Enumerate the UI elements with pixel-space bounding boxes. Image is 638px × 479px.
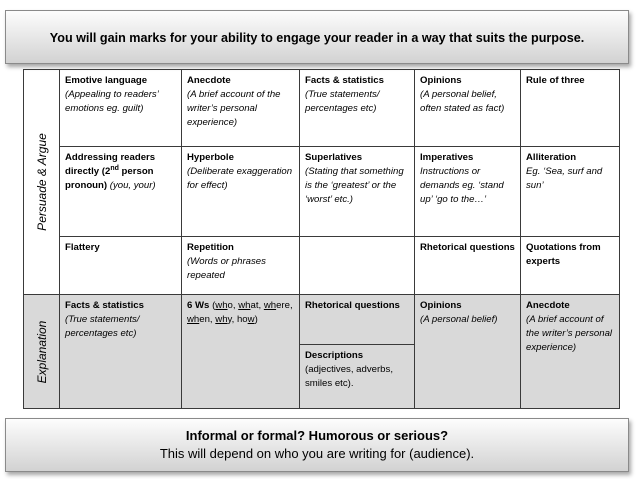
ws-who-underline: wh [215, 300, 228, 311]
ws-why-rest: y, [227, 314, 237, 325]
ws-what-rest: at, [250, 300, 264, 311]
persuade-section-label [24, 70, 60, 295]
cell-desc: (A personal belief, often stated as fact) [420, 89, 505, 114]
persuade-label-text: Persuade & Argue [34, 133, 49, 231]
cell-desc: (True statements/ percentages etc) [305, 89, 380, 114]
cell-title: 6 Ws [187, 300, 210, 311]
bottom-banner-line1: Informal or formal? Humorous or serious? [185, 428, 449, 443]
cell-explain-facts [60, 295, 182, 409]
cell-rule-of-three [521, 70, 620, 147]
cell-title: Rule of three [526, 75, 585, 86]
cell-superlatives [300, 147, 415, 237]
top-banner-text: You will gain marks for your ability to engage your reader in a way that suits the purpose. [49, 31, 585, 45]
cell-explain-descriptions [300, 345, 415, 409]
cell-desc: (A brief account of the writer’s personal experience) [187, 89, 281, 128]
cell-desc: (Deliberate exaggeration for effect) [187, 166, 293, 191]
cell-title: Repetition [187, 242, 234, 253]
ws-what-underline: wh [238, 300, 251, 311]
explanation-section-label [24, 295, 60, 409]
cell-desc: (Stating that something is the ‘greatest’ or the ‘worst’ etc.) [305, 166, 404, 205]
persuade-row-2 [24, 147, 620, 237]
cell-rhetorical-questions [415, 237, 521, 295]
bottom-banner [5, 418, 629, 472]
cell-title: Imperatives [420, 152, 474, 163]
top-banner [5, 10, 629, 64]
cell-desc: Instructions or demands eg. ‘stand up’ ‘go to the…’ [420, 166, 504, 205]
ws-how-underline: w [247, 314, 255, 325]
ws-who-rest: o, [227, 300, 239, 311]
persuade-row-3 [24, 237, 620, 295]
persuade-row-1 [24, 70, 620, 147]
cell-title: Anecdote [526, 300, 570, 311]
cell-desc: (adjectives, adverbs, smiles etc). [305, 364, 393, 389]
cell-title: Rhetorical questions [420, 242, 515, 253]
cell-title: Facts & statistics [305, 75, 384, 86]
ws-when-rest: en, [199, 314, 216, 325]
cell-desc: (you, your) [107, 180, 156, 191]
cell-empty [300, 237, 415, 295]
cell-title: Quotations from experts [526, 242, 601, 267]
cell-desc: (Appealing to readers’ emotions eg. guilt) [65, 89, 159, 114]
bottom-banner-line2: This will depend on who you are writing for (audience). [159, 446, 475, 461]
cell-title: Superlatives [305, 152, 363, 163]
techniques-table [23, 69, 620, 409]
cell-explain-6ws: 6 Ws (who, what, where, when, why, how) [182, 295, 300, 409]
cell-explain-rhetorical [300, 295, 415, 345]
cell-flattery [60, 237, 182, 295]
ws-where-underline: wh [263, 300, 277, 311]
cell-repetition [182, 237, 300, 295]
explanation-row-top [24, 295, 620, 345]
cell-title: Hyperbole [187, 152, 234, 163]
cell-desc: Eg. ‘Sea, surf and sun’ [526, 166, 603, 191]
cell-title: Facts & statistics [65, 300, 144, 311]
ws-close-paren: ) [254, 314, 258, 325]
cell-imperatives [415, 147, 521, 237]
cell-desc: (Words or phrases repeated [187, 256, 266, 281]
cell-desc: (A personal belief) [420, 314, 498, 325]
cell-quotations [521, 237, 620, 295]
cell-explain-opinions [415, 295, 521, 409]
cell-explain-anecdote [521, 295, 620, 409]
cell-facts-statistics [300, 70, 415, 147]
cell-title: Opinions [420, 75, 462, 86]
cell-title-rest: person pronoun) [65, 166, 154, 191]
cell-hyperbole [182, 147, 300, 237]
ws-when-underline: wh [187, 314, 200, 325]
cell-addressing-readers [60, 147, 182, 237]
cell-anecdote [182, 70, 300, 147]
cell-title: Descriptions [305, 350, 364, 361]
cell-title: Opinions [420, 300, 462, 311]
explanation-label-text: Explanation [34, 320, 49, 383]
cell-desc: (A brief account of the writer’s personal experience) [526, 314, 613, 353]
cell-title: Addressing readers directly (2 [65, 152, 156, 177]
ws-where-rest: ere, [276, 300, 293, 311]
cell-title: Anecdote [187, 75, 231, 86]
cell-title: Flattery [65, 242, 100, 253]
cell-desc: (True statements/ percentages etc) [65, 314, 140, 339]
cell-alliteration [521, 147, 620, 237]
cell-title: Rhetorical questions [305, 300, 400, 311]
ws-how-start: ho [236, 314, 248, 325]
ws-why-underline: wh [215, 314, 228, 325]
cell-title: Emotive language [65, 75, 148, 86]
cell-title-sup: nd [110, 164, 119, 172]
cell-opinions [415, 70, 521, 147]
cell-emotive-language [60, 70, 182, 147]
cell-title: Alliteration [526, 152, 577, 163]
